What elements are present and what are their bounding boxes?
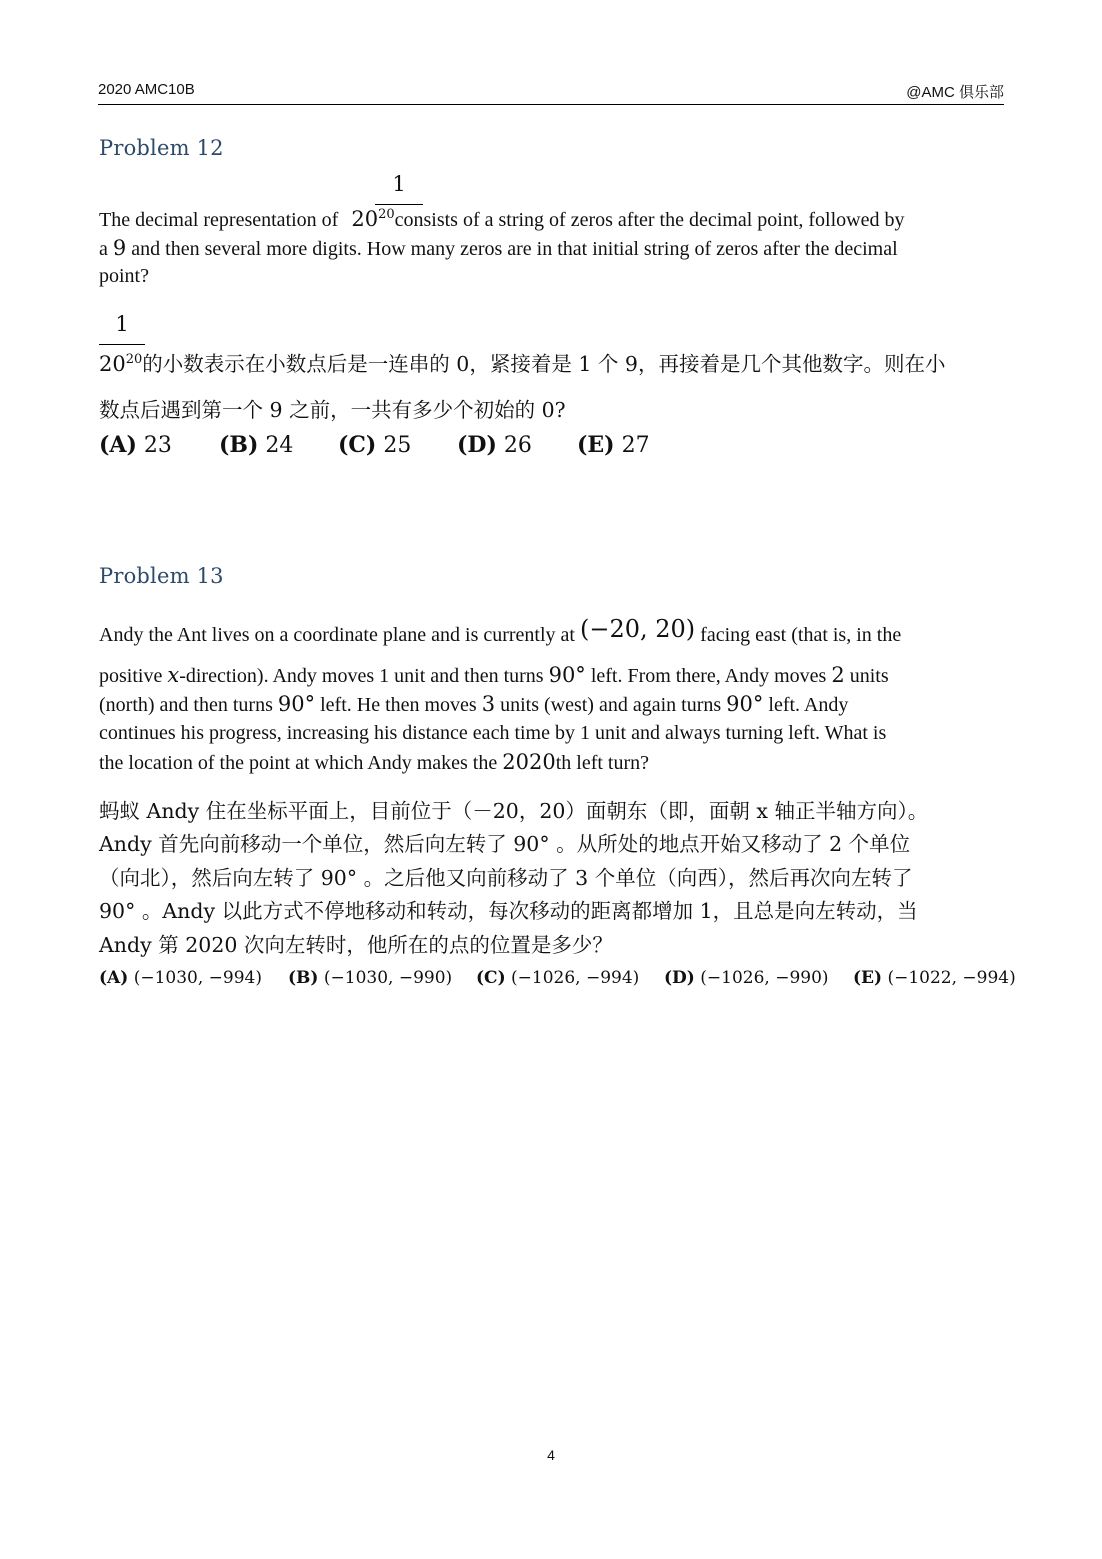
choice-value: 25 xyxy=(383,433,412,458)
p13-en-l2-b: -direction). Andy moves 1 unit and then turns xyxy=(179,665,549,687)
choice-value: (−1026, −994) xyxy=(511,968,640,988)
p12-choice-e xyxy=(577,432,650,458)
p13-math-90deg: 90° xyxy=(548,663,586,687)
p12-en-line1-prefix: The decimal representation of xyxy=(99,209,339,231)
choice-label: (D) xyxy=(457,432,497,458)
cn-fraction-denominator xyxy=(99,352,142,376)
p12-cn-line1-text: 的小数表示在小数点后是一连串的 0，紧接着是 1 个 9，再接着是几个其他数字。则在小 xyxy=(142,352,946,376)
p13-en-line2 xyxy=(99,663,889,688)
problem-12-title: Problem 12 xyxy=(99,136,224,160)
cn-denominator-base: 20 xyxy=(99,352,126,376)
p12-choice-a xyxy=(99,432,219,458)
p13-en-line1 xyxy=(99,615,902,647)
choice-label: (A) xyxy=(99,432,137,458)
choice-label: (E) xyxy=(853,968,883,988)
denominator-base: 20 xyxy=(351,207,379,231)
p13-en-l5-a: the location of the point at which Andy makes the xyxy=(99,752,503,774)
page-number: 4 xyxy=(547,1447,555,1463)
p12-en-line2-post: and then several more digits. How many zeros are in that initial string of zeros after the decimal xyxy=(126,238,898,260)
p12-choice-d xyxy=(457,432,577,458)
p13-choice-c xyxy=(476,968,664,988)
p13-en-l5-b: th left turn? xyxy=(555,752,650,774)
p12-choice-c xyxy=(338,432,457,458)
p12-cn-line1 xyxy=(99,347,945,377)
fraction-bar xyxy=(375,204,423,205)
p13-en-l3-a: (north) and then turns xyxy=(99,694,278,716)
p12-en-line1 xyxy=(99,207,905,232)
p12-en-line2-pre: a xyxy=(99,238,113,260)
fraction-numerator: 1 xyxy=(392,172,406,196)
p12-choice-b xyxy=(219,432,338,458)
choice-label: (A) xyxy=(99,968,129,988)
choice-label: (B) xyxy=(288,968,319,988)
choice-value: 23 xyxy=(143,433,172,458)
p12-en-line2 xyxy=(99,236,898,261)
cn-fraction-numerator: 1 xyxy=(115,312,129,336)
p13-math-x: x xyxy=(167,663,180,687)
p13-choice-a xyxy=(99,968,288,988)
p12-cn-line2: 数点后遇到第一个 9 之前，一共有多少个初始的 0? xyxy=(99,398,566,422)
p13-cn-line4: 90° 。Andy 以此方式不停地移动和转动，每次移动的距离都增加 1，且总是向左转动，当 xyxy=(99,899,918,923)
p13-en-line5 xyxy=(99,750,649,775)
choice-label: (C) xyxy=(476,968,506,988)
p13-en-l3-c: units (west) and again turns xyxy=(495,694,727,716)
p13-math-90deg: 90° xyxy=(726,692,764,716)
p13-cn-line3: （向北），然后向左转了 90° 。之后他又向前移动了 3 个单位（向西），然后再次向左转了 xyxy=(99,866,913,890)
p13-cn-line2: Andy 首先向前移动一个单位，然后向左转了 90° 。从所处的地点开始又移动了 2 个单位 xyxy=(99,832,911,856)
p13-choice-e xyxy=(853,968,1016,988)
p13-math-2020: 2020 xyxy=(502,750,556,774)
choice-value: 27 xyxy=(621,433,650,458)
p13-math-two: 2 xyxy=(831,663,845,687)
p13-math-90deg: 90° xyxy=(277,692,316,716)
choice-value: (−1026, −990) xyxy=(700,968,829,988)
header-right: @AMC 俱乐部 xyxy=(906,84,1004,101)
p13-start-coordinate: (−20, 20) xyxy=(579,615,696,643)
problem-13-title: Problem 13 xyxy=(99,564,224,588)
p13-choice-b xyxy=(288,968,476,988)
choice-value: (−1030, −994) xyxy=(133,968,262,988)
cn-fraction-bar xyxy=(99,344,145,345)
p13-cn-line1: 蚂蚁 Andy 住在坐标平面上，目前位于（－20，20）面朝东（即，面朝 x 轴正半轴方向）。 xyxy=(99,799,929,823)
choice-label: (B) xyxy=(219,432,259,458)
cn-denominator-exponent: 20 xyxy=(125,352,143,367)
fraction-denominator xyxy=(351,207,394,231)
p13-answer-choices xyxy=(99,968,1016,988)
p13-en-l2-a: positive xyxy=(99,665,168,687)
p13-en-l1-a: Andy the Ant lives on a coordinate plane and is currently at xyxy=(99,624,580,646)
choice-label: (C) xyxy=(338,432,377,458)
p13-en-line4: continues his progress, increasing his distance each time by 1 unit and always turning left. What is xyxy=(99,722,887,744)
p12-math-nine: 9 xyxy=(112,236,127,260)
p13-en-line3 xyxy=(99,692,848,717)
header-left: 2020 AMC10B xyxy=(98,81,195,98)
choice-value: (−1030, −990) xyxy=(323,968,453,988)
choice-label: (D) xyxy=(664,968,695,988)
denominator-exponent: 20 xyxy=(378,207,395,222)
p13-en-l3-d: left. Andy xyxy=(763,694,849,716)
p13-en-l1-b: facing east (that is, in the xyxy=(695,624,902,646)
p13-en-l2-d: units xyxy=(844,665,889,687)
choice-label: (E) xyxy=(577,432,615,458)
p13-math-three: 3 xyxy=(481,692,496,716)
p13-cn-line5: Andy 第 2020 次向左转时，他所在的点的位置是多少？ xyxy=(99,933,613,957)
p13-en-l3-b: left. He then moves xyxy=(315,694,482,716)
p13-choice-d xyxy=(664,968,853,988)
p12-en-line1-text: consists of a string of zeros after the decimal point, followed by xyxy=(394,209,905,231)
p13-en-l2-c: left. From there, Andy moves xyxy=(585,665,832,687)
choice-value: 26 xyxy=(503,433,532,458)
choice-value: 24 xyxy=(265,433,294,458)
page-header xyxy=(98,78,1004,105)
p12-en-line3: point? xyxy=(99,265,149,287)
choice-value: (−1022, −994) xyxy=(887,968,1016,988)
p12-answer-choices xyxy=(99,432,650,458)
